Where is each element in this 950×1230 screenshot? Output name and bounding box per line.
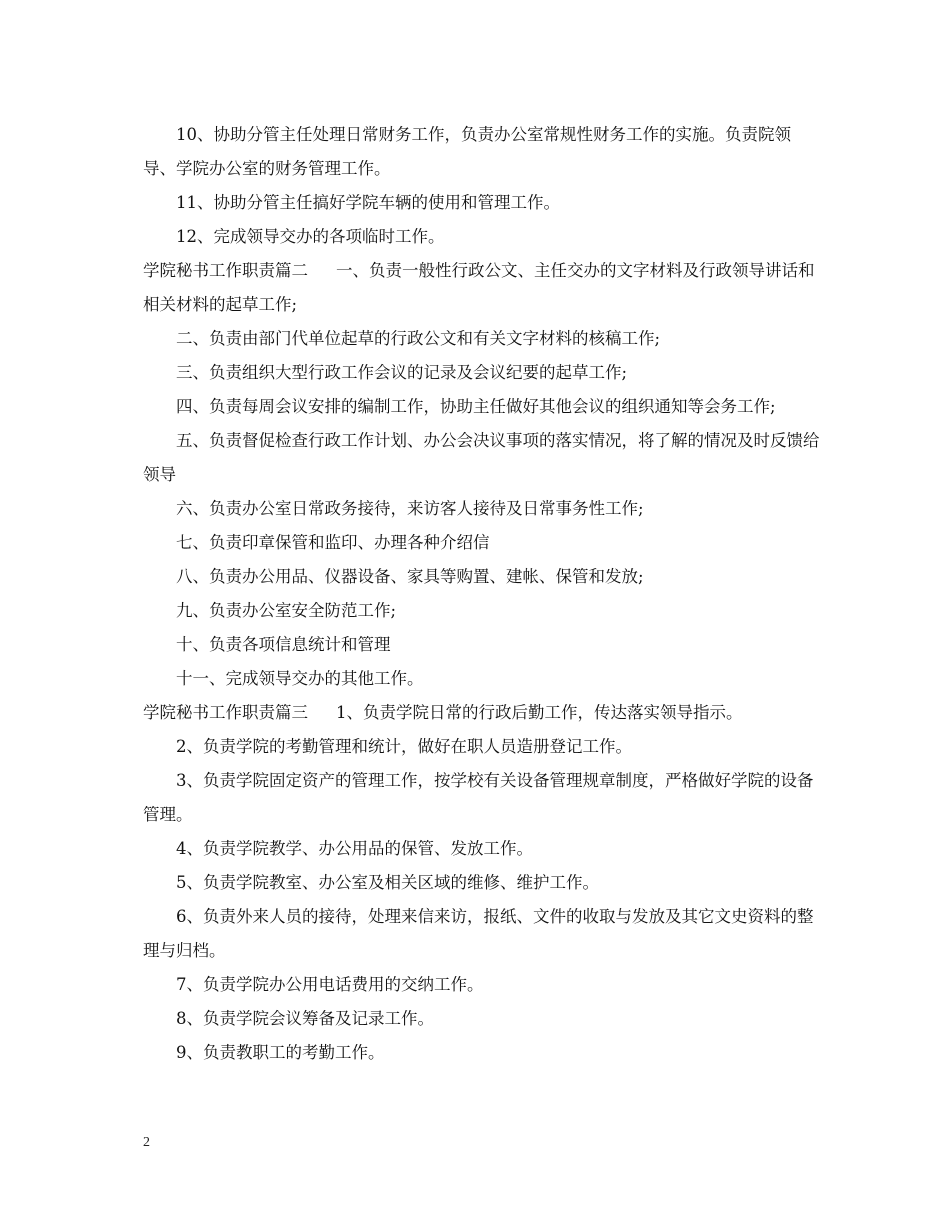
paragraph-text: 5、负责学院教室、办公室及相关区域的维修、维护工作。: [176, 873, 599, 892]
paragraph-text: 12、完成领导交办的各项临时工作。: [176, 227, 445, 246]
paragraph-text: 4、负责学院教学、办公用品的保管、发放工作。: [176, 839, 533, 858]
paragraph-18: [143, 832, 823, 866]
paragraph-1: [143, 118, 823, 186]
section-heading: 学院秘书工作职责篇二: [143, 261, 308, 280]
paragraph-10: [143, 526, 823, 560]
paragraph-12: [143, 594, 823, 628]
paragraph-22: [143, 1002, 823, 1036]
paragraph-text: 九、负责办公室安全防范工作;: [176, 601, 397, 620]
paragraph-text: 二、负责由部门代单位起草的行政公文和有关文字材料的核稿工作;: [176, 329, 661, 348]
paragraph-text: 八、负责办公用品、仪器设备、家具等购置、建帐、保管和发放;: [176, 567, 644, 586]
paragraph-8: [143, 424, 823, 492]
paragraph-9: [143, 492, 823, 526]
paragraph-text: 五、负责督促检查行政工作计划、办公会决议事项的落实情况，将了解的情况及时反馈给领导: [143, 431, 820, 484]
paragraph-17: [143, 764, 823, 832]
paragraph-text: 11、协助分管主任搞好学院车辆的使用和管理工作。: [176, 193, 560, 212]
paragraph-13: [143, 628, 823, 662]
paragraph-23: [143, 1036, 823, 1070]
paragraph-text: 3、负责学院固定资产的管理工作，按学校有关设备管理规章制度，严格做好学院的设备管理。: [143, 771, 814, 824]
paragraph-16: [143, 730, 823, 764]
paragraph-21: [143, 968, 823, 1002]
paragraph-6: [143, 356, 823, 390]
section-heading: 学院秘书工作职责篇三: [143, 703, 308, 722]
paragraph-14: [143, 662, 823, 696]
paragraph-text: 10、协助分管主任处理日常财务工作，负责办公室常规性财务工作的实施。负责院领导、学院办公室的财务管理工作。: [143, 125, 791, 178]
paragraph-text: 8、负责学院会议筹备及记录工作。: [176, 1009, 434, 1028]
paragraph-20: [143, 900, 823, 968]
paragraph-2: [143, 186, 823, 220]
paragraph-text: 三、负责组织大型行政工作会议的记录及会议纪要的起草工作;: [176, 363, 628, 382]
paragraph-text: 七、负责印章保管和监印、办理各种介绍信: [176, 533, 490, 552]
paragraph-text: 7、负责学院办公用电话费用的交纳工作。: [176, 975, 484, 994]
paragraph-3: [143, 220, 823, 254]
paragraph-text: 四、负责每周会议安排的编制工作，协助主任做好其他会议的组织通知等会务工作;: [176, 397, 776, 416]
paragraph-7: [143, 390, 823, 424]
paragraph-text: 9、负责教职工的考勤工作。: [176, 1043, 385, 1062]
paragraph-text: 十一、完成领导交办的其他工作。: [176, 669, 424, 688]
paragraph-text: 六、负责办公室日常政务接待，来访客人接待及日常事务性工作;: [176, 499, 644, 518]
paragraph-text: 一、负责一般性行政公文、主任交办的文字材料及行政领导讲话和相关材料的起草工作;: [143, 261, 815, 314]
paragraph-text: 十、负责各项信息统计和管理: [176, 635, 391, 654]
document-body: [143, 118, 823, 1070]
paragraph-5: [143, 322, 823, 356]
paragraph-11: [143, 560, 823, 594]
paragraph-text: 2、负责学院的考勤管理和统计，做好在职人员造册登记工作。: [176, 737, 632, 756]
paragraph-4: [143, 254, 823, 322]
paragraph-19: [143, 866, 823, 900]
paragraph-text: 6、负责外来人员的接待，处理来信来访，报纸、文件的收取与发放及其它文史资料的整理与归档。: [143, 907, 814, 960]
page-number: 2: [143, 1135, 150, 1150]
paragraph-text: 1、负责学院日常的行政后勤工作，传达落实领导指示。: [336, 703, 743, 722]
paragraph-15: [143, 696, 823, 730]
